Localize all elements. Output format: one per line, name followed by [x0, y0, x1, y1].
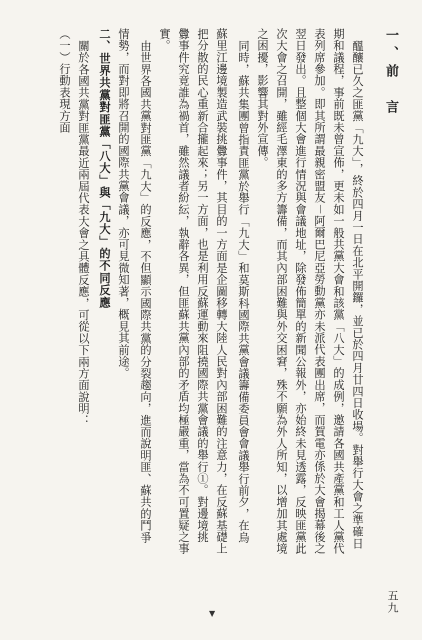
para2-line5: 實。: [158, 28, 171, 52]
para1-line6: 之困擾，影響其對外宣傳。: [256, 28, 269, 169]
subheading: 二、世界共黨對匪黨「八大」與「九大」的不同反應: [98, 28, 112, 309]
page-number: 五九: [386, 590, 399, 614]
para2-line1: 同時，蘇共集團曾指責匪黨於舉行「九大」和莫斯科國際共黨會議籌備委員會會議舉行前夕，在烏: [237, 40, 250, 544]
para1-line2: 期和議程，事前既未曾宣佈，更未如一般共黨大會和該黨「八大」的成例，邀請各國共產黨和工人黨代: [332, 28, 345, 555]
para1-line4: 翌日發出。且整個大會進行情況與會議地址，除發佈簡單的新聞公報外，亦始終未見透露，反映匪黨此: [294, 28, 307, 555]
main-text: [10, 28, 400, 603]
para2-line2: 蘇里江邊境製造武裝挑釁事件，其目的一方面是企圖移轉大陸人民對內部困難的注意力，在反蘇基礎上: [215, 28, 228, 555]
para2-line3: 把分散的民心重新合攏起來；另一方面，也是利用反蘇運動來阻撓國際共黨會議的舉行①。對邊境挑: [196, 28, 209, 543]
para3-line1: 由世界各國共黨對匪黨「九大」的反應，不但顯示國際共黨的分裂趨向，進而說明匪、蘇共的鬥爭: [139, 40, 152, 544]
para3-line2: 情勢，而對即將召開的國際共黨會議，亦可見微知著，概見其前途。: [117, 28, 130, 379]
para1-line3: 表列席參加。即其所謂最親密盟友－阿爾巴尼亞勞動黨亦未派代表團出席，而賀電亦係於大會揭幕後之: [313, 28, 326, 555]
intro-paragraph: 關於各國共黨對匪黨最近兩屆代表大會之具體反應，可從以下兩方面說明：: [77, 40, 90, 427]
footer-mark: ▼: [209, 609, 216, 618]
para1-line1: 醞釀已久之匪黨「九大」，終於四月一日在北平開鑼，並已於四月廿四日收場。對舉行大會之準確日: [351, 40, 364, 550]
subsubheading: （一）行動表現方面: [58, 28, 71, 134]
section-heading: 一、前 言: [383, 28, 398, 118]
para2-line4: 釁事件究竟誰為禍首，雖然議者紛紜，執辭各異，但匪蘇共黨內部的矛盾均極嚴重，當為不可置疑之事: [177, 28, 190, 555]
para1-line5: 次大會之召開，雖經毛澤東的多方籌備，而其內部困難與外交困窘，殊不願為外人所知，以增加其處境: [275, 28, 288, 555]
